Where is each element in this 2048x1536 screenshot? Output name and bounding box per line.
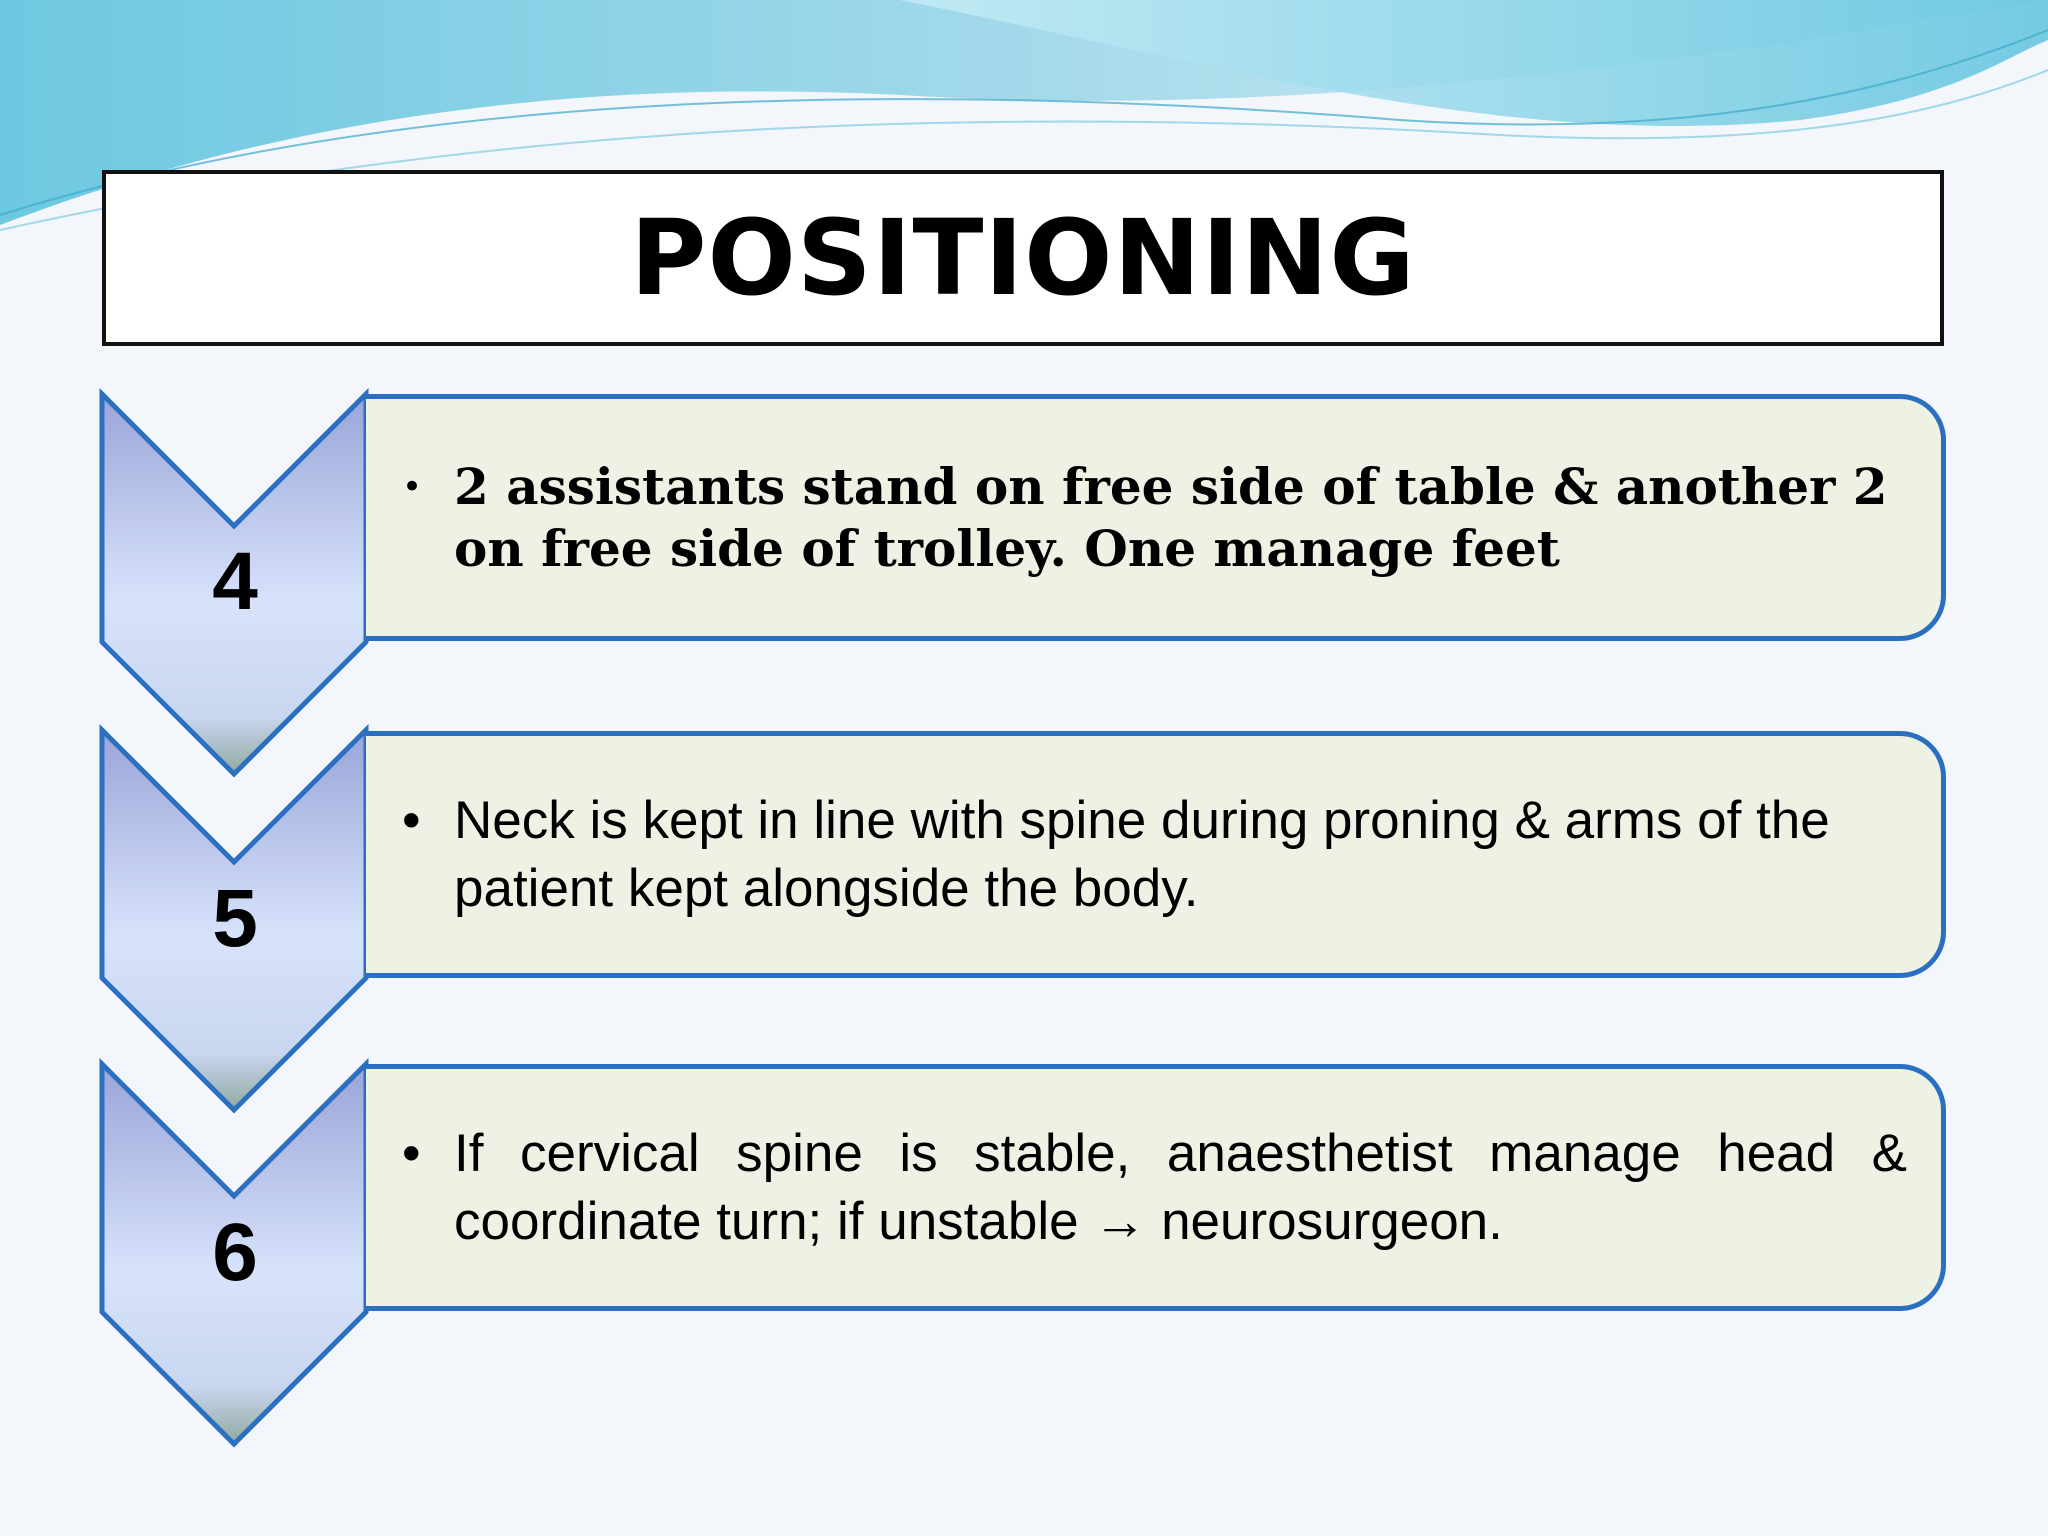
step-number: 4 (212, 536, 258, 627)
step-box (366, 731, 1946, 978)
step-number: 6 (212, 1207, 258, 1298)
step-box (366, 1064, 1946, 1311)
title-box (102, 170, 1944, 346)
step-text: • If cervical spine is stable, anaesthetist manage head & coordinate turn; if unstable → neurosurgeon. (454, 1120, 1907, 1256)
page-title: POSITIONING (630, 197, 1416, 319)
step-text: • 2 assistants stand on free side of table & another 2 on free side of trolley. One manage feet (454, 456, 1907, 580)
step-number: 5 (212, 873, 258, 964)
step-text: • Neck is kept in line with spine during proning & arms of the patient kept alongside the body. (454, 787, 1907, 923)
step-box (366, 394, 1946, 641)
